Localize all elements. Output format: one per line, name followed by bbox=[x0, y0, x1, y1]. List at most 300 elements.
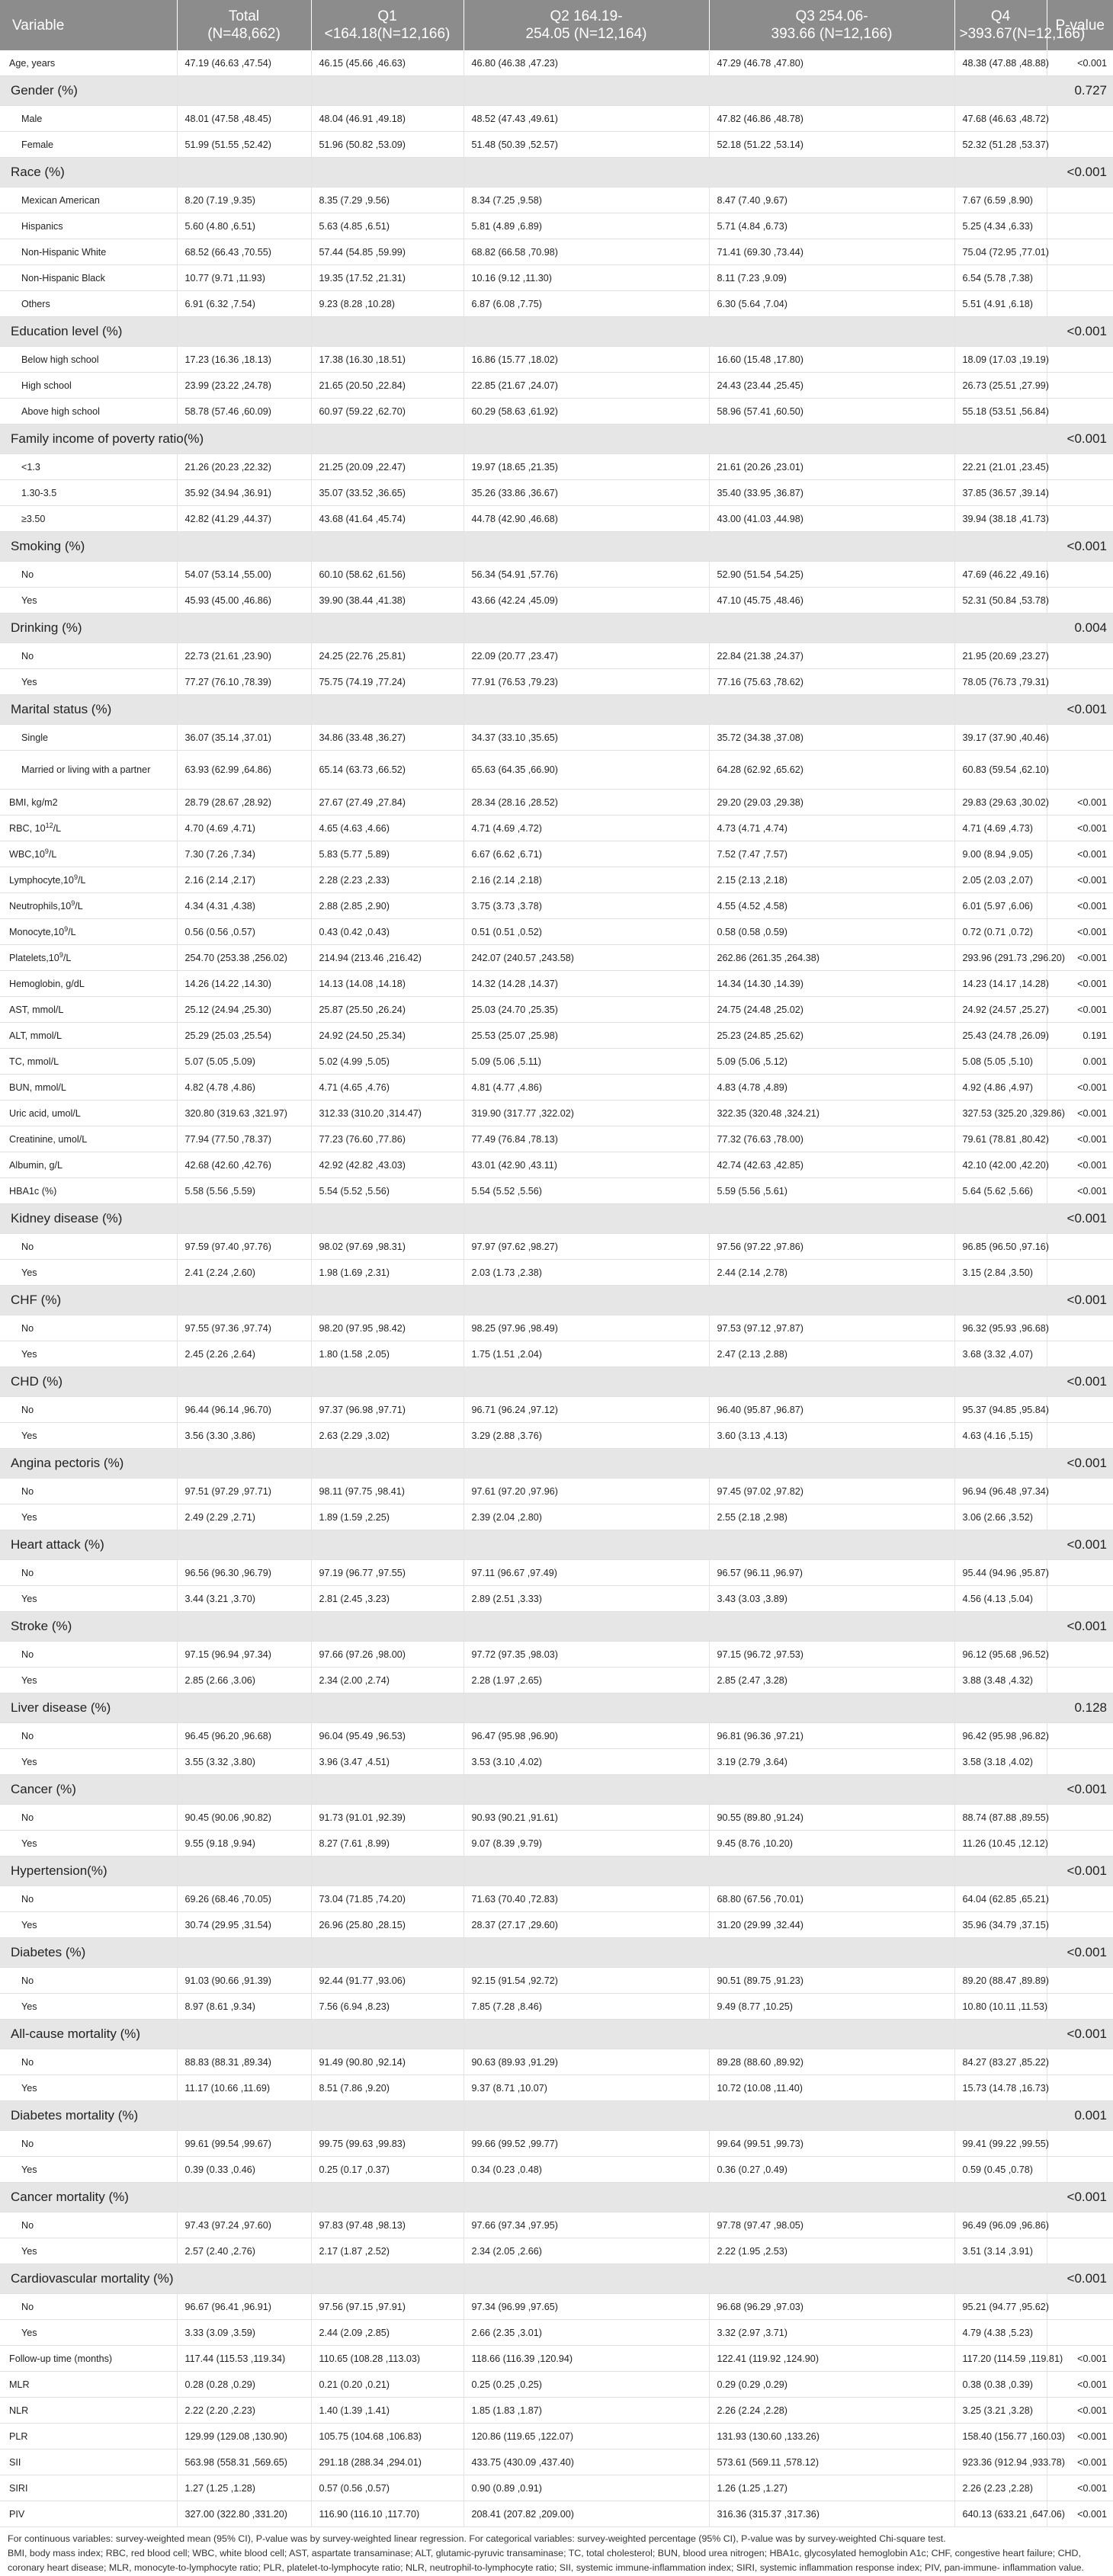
table-row bbox=[0, 1260, 1113, 1286]
cell-q1 bbox=[311, 2264, 463, 2294]
cell-q1: 97.56 (97.15 ,97.91) bbox=[311, 2294, 463, 2320]
cell-q1 bbox=[311, 2183, 463, 2212]
cell-q1: 26.96 (25.80 ,28.15) bbox=[311, 1912, 463, 1938]
header-q3: Q3 254.06- 393.66 (N=12,166) bbox=[709, 0, 954, 50]
cell-q4 bbox=[954, 1775, 1047, 1805]
cell-q4: 923.36 (912.94 ,933.78) bbox=[954, 2449, 1047, 2475]
row-label-text: All-cause mortality (%) bbox=[11, 2027, 141, 2041]
cell-q2: 96.71 (96.24 ,97.12) bbox=[463, 1397, 709, 1423]
row-label-text: Smoking (%) bbox=[11, 539, 85, 553]
cell-pvalue bbox=[1047, 373, 1113, 399]
cell-q2 bbox=[463, 2183, 709, 2212]
row-label bbox=[0, 2398, 177, 2424]
cell-q1: 2.81 (2.45 ,3.23) bbox=[311, 1586, 463, 1612]
cell-q2: 2.34 (2.05 ,2.66) bbox=[463, 2238, 709, 2264]
cell-q3: 0.36 (0.27 ,0.49) bbox=[709, 2157, 954, 2183]
cell-q4: 22.21 (21.01 ,23.45) bbox=[954, 454, 1047, 480]
cell-total: 48.01 (47.58 ,48.45) bbox=[177, 106, 311, 132]
cell-q3: 1.26 (1.25 ,1.27) bbox=[709, 2475, 954, 2501]
row-label bbox=[0, 2372, 177, 2398]
cell-q1: 46.15 (45.66 ,46.63) bbox=[311, 50, 463, 76]
cell-q2: 71.63 (70.40 ,72.83) bbox=[463, 1886, 709, 1912]
section-header-row bbox=[0, 2183, 1113, 2212]
cell-q1 bbox=[311, 1693, 463, 1723]
cell-q4: 64.04 (62.85 ,65.21) bbox=[954, 1886, 1047, 1912]
table-row bbox=[0, 997, 1113, 1023]
cell-total bbox=[177, 614, 311, 643]
cell-q1 bbox=[311, 1938, 463, 1968]
cell-pvalue bbox=[1047, 2075, 1113, 2101]
cell-q2: 433.75 (430.09 ,437.40) bbox=[463, 2449, 709, 2475]
row-label-text: HBA1c (%) bbox=[9, 1185, 57, 1197]
row-label-text: Diabetes mortality (%) bbox=[11, 2108, 139, 2123]
cell-q4 bbox=[954, 1857, 1047, 1886]
row-label bbox=[0, 158, 177, 187]
cell-total: 10.77 (9.71 ,11.93) bbox=[177, 265, 311, 291]
cell-pvalue bbox=[1047, 454, 1113, 480]
table-row bbox=[0, 562, 1113, 588]
cell-q4: 4.92 (4.86 ,4.97) bbox=[954, 1075, 1047, 1101]
table-row bbox=[0, 1023, 1113, 1049]
cell-pvalue bbox=[1047, 1968, 1113, 1994]
cell-q3 bbox=[709, 614, 954, 643]
row-label-text: Heart attack (%) bbox=[11, 1537, 104, 1552]
cell-q2: 22.85 (21.67 ,24.07) bbox=[463, 373, 709, 399]
cell-pvalue bbox=[1047, 1831, 1113, 1857]
row-label bbox=[0, 2320, 177, 2346]
cell-q3: 2.15 (2.13 ,2.18) bbox=[709, 867, 954, 893]
cell-pvalue: <0.001 bbox=[1047, 1075, 1113, 1101]
unit-suffix: /L bbox=[48, 849, 57, 860]
cell-q1: 1.98 (1.69 ,2.31) bbox=[311, 1260, 463, 1286]
row-label bbox=[0, 695, 177, 725]
cell-total: 45.93 (45.00 ,46.86) bbox=[177, 588, 311, 614]
table-row bbox=[0, 1479, 1113, 1504]
row-label-text: Male bbox=[21, 113, 43, 124]
cell-pvalue: <0.001 bbox=[1047, 2372, 1113, 2398]
table-row bbox=[0, 213, 1113, 239]
cell-q3: 5.59 (5.56 ,5.61) bbox=[709, 1178, 954, 1204]
table-row bbox=[0, 1178, 1113, 1204]
cell-q4: 5.08 (5.05 ,5.10) bbox=[954, 1049, 1047, 1075]
cell-q2: 90.93 (90.21 ,91.61) bbox=[463, 1805, 709, 1831]
cell-q4: 95.37 (94.85 ,95.84) bbox=[954, 1397, 1047, 1423]
cell-q1: 17.38 (16.30 ,18.51) bbox=[311, 347, 463, 373]
cell-q2: 2.39 (2.04 ,2.80) bbox=[463, 1504, 709, 1530]
cell-q3 bbox=[709, 1530, 954, 1560]
cell-q4: 42.10 (42.00 ,42.20) bbox=[954, 1152, 1047, 1178]
cell-q2 bbox=[463, 2264, 709, 2294]
cell-q1: 96.04 (95.49 ,96.53) bbox=[311, 1723, 463, 1749]
row-label-text: No bbox=[21, 1812, 34, 1823]
table-row bbox=[0, 1886, 1113, 1912]
table-row bbox=[0, 2372, 1113, 2398]
unit-exponent: 12 bbox=[45, 822, 53, 830]
section-header-row bbox=[0, 2101, 1113, 2131]
cell-pvalue: <0.001 bbox=[1047, 695, 1113, 725]
cell-total: 96.45 (96.20 ,96.68) bbox=[177, 1723, 311, 1749]
row-label bbox=[0, 2049, 177, 2075]
cell-pvalue: <0.001 bbox=[1047, 1775, 1113, 1805]
cell-pvalue: <0.001 bbox=[1047, 2501, 1113, 2527]
cell-pvalue: 0.727 bbox=[1047, 76, 1113, 106]
cell-q3: 322.35 (320.48 ,324.21) bbox=[709, 1101, 954, 1126]
cell-q4: 48.38 (47.88 ,48.88) bbox=[954, 50, 1047, 76]
cell-q2: 2.66 (2.35 ,3.01) bbox=[463, 2320, 709, 2346]
cell-total: 97.43 (97.24 ,97.60) bbox=[177, 2212, 311, 2238]
cell-q3: 47.82 (46.86 ,48.78) bbox=[709, 106, 954, 132]
cell-pvalue: <0.001 bbox=[1047, 919, 1113, 945]
cell-pvalue bbox=[1047, 1560, 1113, 1586]
table-row bbox=[0, 2424, 1113, 2449]
cell-q3 bbox=[709, 2101, 954, 2131]
cell-q1 bbox=[311, 1449, 463, 1479]
table-row bbox=[0, 919, 1113, 945]
cell-q4: 5.51 (4.91 ,6.18) bbox=[954, 291, 1047, 317]
cell-q3: 42.74 (42.63 ,42.85) bbox=[709, 1152, 954, 1178]
cell-pvalue: 0.004 bbox=[1047, 614, 1113, 643]
table-row bbox=[0, 2075, 1113, 2101]
header-q2: Q2 164.19- 254.05 (N=12,164) bbox=[463, 0, 709, 50]
cell-q3: 2.55 (2.18 ,2.98) bbox=[709, 1504, 954, 1530]
row-label-text: BMI, kg/m2 bbox=[9, 796, 58, 808]
cell-q4: 95.21 (94.77 ,95.62) bbox=[954, 2294, 1047, 2320]
cell-q1: 9.23 (8.28 ,10.28) bbox=[311, 291, 463, 317]
cell-q1: 48.04 (46.91 ,49.18) bbox=[311, 106, 463, 132]
row-label-text: Female bbox=[21, 139, 53, 150]
table-row bbox=[0, 187, 1113, 213]
row-label bbox=[0, 1315, 177, 1341]
cell-pvalue bbox=[1047, 291, 1113, 317]
cell-q1: 65.14 (63.73 ,66.52) bbox=[311, 751, 463, 790]
header-variable: Variable bbox=[0, 0, 177, 50]
cell-pvalue bbox=[1047, 1234, 1113, 1260]
row-label-text: Yes bbox=[21, 1837, 37, 1849]
cell-pvalue bbox=[1047, 2157, 1113, 2183]
cell-pvalue: 0.191 bbox=[1047, 1023, 1113, 1049]
row-label bbox=[0, 867, 177, 893]
cell-q1: 97.66 (97.26 ,98.00) bbox=[311, 1642, 463, 1668]
cell-q3 bbox=[709, 76, 954, 106]
cell-q2: 6.87 (6.08 ,7.75) bbox=[463, 291, 709, 317]
cell-q3 bbox=[709, 2020, 954, 2049]
cell-total: 17.23 (16.36 ,18.13) bbox=[177, 347, 311, 373]
table-row bbox=[0, 751, 1113, 790]
cell-q4: 3.51 (3.14 ,3.91) bbox=[954, 2238, 1047, 2264]
table-row bbox=[0, 347, 1113, 373]
table-row bbox=[0, 506, 1113, 532]
row-label-text: Drinking (%) bbox=[11, 620, 82, 635]
cell-total: 5.07 (5.05 ,5.09) bbox=[177, 1049, 311, 1075]
row-label bbox=[0, 132, 177, 158]
cell-q4: 25.43 (24.78 ,26.09) bbox=[954, 1023, 1047, 1049]
table-row bbox=[0, 1504, 1113, 1530]
cell-total: 3.55 (3.32 ,3.80) bbox=[177, 1749, 311, 1775]
cell-total: 2.22 (2.20 ,2.23) bbox=[177, 2398, 311, 2424]
row-label bbox=[0, 1397, 177, 1423]
cell-total bbox=[177, 76, 311, 106]
row-label-text: Neutrophils,10 bbox=[9, 901, 72, 912]
cell-pvalue: <0.001 bbox=[1047, 841, 1113, 867]
cell-pvalue: <0.001 bbox=[1047, 1204, 1113, 1234]
cell-q3: 35.72 (34.38 ,37.08) bbox=[709, 725, 954, 751]
cell-total: 3.44 (3.21 ,3.70) bbox=[177, 1586, 311, 1612]
cell-q4: 24.92 (24.57 ,25.27) bbox=[954, 997, 1047, 1023]
cell-pvalue bbox=[1047, 2131, 1113, 2157]
cell-total: 327.00 (322.80 ,331.20) bbox=[177, 2501, 311, 2527]
table-row bbox=[0, 2238, 1113, 2264]
cell-q1: 25.87 (25.50 ,26.24) bbox=[311, 997, 463, 1023]
cell-q2: 19.97 (18.65 ,21.35) bbox=[463, 454, 709, 480]
cell-q2: 51.48 (50.39 ,52.57) bbox=[463, 132, 709, 158]
cell-q3: 90.51 (89.75 ,91.23) bbox=[709, 1968, 954, 1994]
cell-pvalue bbox=[1047, 1315, 1113, 1341]
cell-q2: 3.29 (2.88 ,3.76) bbox=[463, 1423, 709, 1449]
cell-q1: 0.57 (0.56 ,0.57) bbox=[311, 2475, 463, 2501]
row-label bbox=[0, 1723, 177, 1749]
cell-q2: 28.34 (28.16 ,28.52) bbox=[463, 790, 709, 815]
cell-q1: 2.28 (2.23 ,2.33) bbox=[311, 867, 463, 893]
cell-pvalue: <0.001 bbox=[1047, 1530, 1113, 1560]
cell-q3: 97.53 (97.12 ,97.87) bbox=[709, 1315, 954, 1341]
cell-q2 bbox=[463, 158, 709, 187]
row-label-text: Yes bbox=[21, 2001, 37, 2012]
row-label bbox=[0, 1449, 177, 1479]
cell-total bbox=[177, 2264, 311, 2294]
row-label bbox=[0, 1023, 177, 1049]
cell-q1: 91.73 (91.01 ,92.39) bbox=[311, 1805, 463, 1831]
cell-pvalue: <0.001 bbox=[1047, 1101, 1113, 1126]
row-label bbox=[0, 347, 177, 373]
cell-q4: 7.67 (6.59 ,8.90) bbox=[954, 187, 1047, 213]
cell-total bbox=[177, 1775, 311, 1805]
row-label bbox=[0, 1178, 177, 1204]
cell-total: 77.94 (77.50 ,78.37) bbox=[177, 1126, 311, 1152]
section-header-row bbox=[0, 1530, 1113, 1560]
cell-pvalue bbox=[1047, 2212, 1113, 2238]
section-header-row bbox=[0, 1775, 1113, 1805]
cell-q1: 35.07 (33.52 ,36.65) bbox=[311, 480, 463, 506]
cell-total: 3.33 (3.09 ,3.59) bbox=[177, 2320, 311, 2346]
cell-q1: 14.13 (14.08 ,14.18) bbox=[311, 971, 463, 997]
cell-total: 25.29 (25.03 ,25.54) bbox=[177, 1023, 311, 1049]
cell-q4: 37.85 (36.57 ,39.14) bbox=[954, 480, 1047, 506]
cell-q1: 0.25 (0.17 ,0.37) bbox=[311, 2157, 463, 2183]
cell-pvalue bbox=[1047, 1749, 1113, 1775]
cell-total: 1.27 (1.25 ,1.28) bbox=[177, 2475, 311, 2501]
cell-q3 bbox=[709, 2264, 954, 2294]
cell-pvalue bbox=[1047, 1886, 1113, 1912]
cell-total: 8.97 (8.61 ,9.34) bbox=[177, 1994, 311, 2020]
cell-q1: 73.04 (71.85 ,74.20) bbox=[311, 1886, 463, 1912]
cell-q3: 4.83 (4.78 ,4.89) bbox=[709, 1075, 954, 1101]
cell-pvalue: <0.001 bbox=[1047, 867, 1113, 893]
cell-q4: 39.17 (37.90 ,40.46) bbox=[954, 725, 1047, 751]
cell-q4 bbox=[954, 158, 1047, 187]
cell-total: 23.99 (23.22 ,24.78) bbox=[177, 373, 311, 399]
cell-pvalue bbox=[1047, 1479, 1113, 1504]
cell-total: 7.30 (7.26 ,7.34) bbox=[177, 841, 311, 867]
cell-q2 bbox=[463, 1367, 709, 1397]
table-row bbox=[0, 1912, 1113, 1938]
cell-q4: 117.20 (114.59 ,119.81) bbox=[954, 2346, 1047, 2372]
cell-q2: 14.32 (14.28 ,14.37) bbox=[463, 971, 709, 997]
cell-pvalue bbox=[1047, 1668, 1113, 1693]
cell-q1 bbox=[311, 76, 463, 106]
cell-pvalue bbox=[1047, 588, 1113, 614]
row-label bbox=[0, 454, 177, 480]
section-header-row bbox=[0, 2264, 1113, 2294]
cell-q4 bbox=[954, 1612, 1047, 1642]
cell-q2: 7.85 (7.28 ,8.46) bbox=[463, 1994, 709, 2020]
cell-total: 47.19 (46.63 ,47.54) bbox=[177, 50, 311, 76]
cell-q4: 5.64 (5.62 ,5.66) bbox=[954, 1178, 1047, 1204]
cell-q3: 47.10 (45.75 ,48.46) bbox=[709, 588, 954, 614]
section-header-row bbox=[0, 1857, 1113, 1886]
cell-q2 bbox=[463, 1693, 709, 1723]
row-label bbox=[0, 532, 177, 562]
cell-q2: 120.86 (119.65 ,122.07) bbox=[463, 2424, 709, 2449]
row-label bbox=[0, 562, 177, 588]
cell-q2: 97.97 (97.62 ,98.27) bbox=[463, 1234, 709, 1260]
cell-pvalue bbox=[1047, 2238, 1113, 2264]
cell-q4: 0.38 (0.38 ,0.39) bbox=[954, 2372, 1047, 2398]
cell-q2: 9.07 (8.39 ,9.79) bbox=[463, 1831, 709, 1857]
row-label bbox=[0, 1367, 177, 1397]
cell-q4: 96.49 (96.09 ,96.86) bbox=[954, 2212, 1047, 2238]
row-label-text: Creatinine, umol/L bbox=[9, 1133, 88, 1145]
cell-total: 117.44 (115.53 ,119.34) bbox=[177, 2346, 311, 2372]
cell-q3: 3.43 (3.03 ,3.89) bbox=[709, 1586, 954, 1612]
cell-q1 bbox=[311, 425, 463, 454]
cell-q4: 327.53 (325.20 ,329.86) bbox=[954, 1101, 1047, 1126]
row-label-text: Yes bbox=[21, 2164, 37, 2175]
cell-q4: 78.05 (76.73 ,79.31) bbox=[954, 669, 1047, 695]
cell-q2: 44.78 (42.90 ,46.68) bbox=[463, 506, 709, 532]
cell-pvalue bbox=[1047, 1723, 1113, 1749]
row-label bbox=[0, 2131, 177, 2157]
cell-q4 bbox=[954, 1367, 1047, 1397]
row-label-text: Yes bbox=[21, 2245, 37, 2257]
cell-q2: 96.47 (95.98 ,96.90) bbox=[463, 1723, 709, 1749]
cell-total: 88.83 (88.31 ,89.34) bbox=[177, 2049, 311, 2075]
cell-q3: 29.20 (29.03 ,29.38) bbox=[709, 790, 954, 815]
row-label-text: Mexican American bbox=[21, 194, 100, 206]
table-row bbox=[0, 399, 1113, 425]
cell-pvalue bbox=[1047, 725, 1113, 751]
cell-q1: 105.75 (104.68 ,106.83) bbox=[311, 2424, 463, 2449]
cell-pvalue: 0.128 bbox=[1047, 1693, 1113, 1723]
cell-q4: 26.73 (25.51 ,27.99) bbox=[954, 373, 1047, 399]
unit-suffix: /L bbox=[63, 953, 72, 964]
cell-q4 bbox=[954, 1286, 1047, 1315]
cell-total bbox=[177, 1612, 311, 1642]
header-row bbox=[0, 0, 1113, 50]
cell-q4 bbox=[954, 2101, 1047, 2131]
cell-q4 bbox=[954, 1938, 1047, 1968]
row-label bbox=[0, 2449, 177, 2475]
cell-pvalue bbox=[1047, 1397, 1113, 1423]
section-header-row bbox=[0, 1938, 1113, 1968]
cell-total bbox=[177, 1449, 311, 1479]
cell-q3 bbox=[709, 1938, 954, 1968]
cell-pvalue: <0.001 bbox=[1047, 1938, 1113, 1968]
cell-q1: 19.35 (17.52 ,21.31) bbox=[311, 265, 463, 291]
cell-q2: 77.49 (76.84 ,78.13) bbox=[463, 1126, 709, 1152]
table-row bbox=[0, 945, 1113, 971]
cell-pvalue: 0.001 bbox=[1047, 2101, 1113, 2131]
cell-q1: 8.35 (7.29 ,9.56) bbox=[311, 187, 463, 213]
cell-pvalue: <0.001 bbox=[1047, 2020, 1113, 2049]
cell-q3: 0.29 (0.29 ,0.29) bbox=[709, 2372, 954, 2398]
cell-q1: 8.51 (7.86 ,9.20) bbox=[311, 2075, 463, 2101]
row-label bbox=[0, 1204, 177, 1234]
cell-total: 42.68 (42.60 ,42.76) bbox=[177, 1152, 311, 1178]
row-label-text: BUN, mmol/L bbox=[9, 1081, 66, 1093]
section-header-row bbox=[0, 76, 1113, 106]
cell-q2: 5.09 (5.06 ,5.11) bbox=[463, 1049, 709, 1075]
row-label bbox=[0, 1504, 177, 1530]
cell-q1 bbox=[311, 2101, 463, 2131]
cell-q3: 68.80 (67.56 ,70.01) bbox=[709, 1886, 954, 1912]
row-label bbox=[0, 2475, 177, 2501]
row-label-text: Angina pectoris (%) bbox=[11, 1456, 124, 1470]
cell-q1 bbox=[311, 158, 463, 187]
cell-pvalue bbox=[1047, 106, 1113, 132]
cell-q1: 98.11 (97.75 ,98.41) bbox=[311, 1479, 463, 1504]
table-row bbox=[0, 588, 1113, 614]
cell-q1: 4.71 (4.65 ,4.76) bbox=[311, 1075, 463, 1101]
table-body bbox=[0, 50, 1113, 2527]
row-label bbox=[0, 1234, 177, 1260]
table-row bbox=[0, 1423, 1113, 1449]
cell-q2: 48.52 (47.43 ,49.61) bbox=[463, 106, 709, 132]
cell-q2: 2.28 (1.97 ,2.65) bbox=[463, 1668, 709, 1693]
cell-q1: 0.43 (0.42 ,0.43) bbox=[311, 919, 463, 945]
cell-q4: 47.69 (46.22 ,49.16) bbox=[954, 562, 1047, 588]
row-label-text: Cancer (%) bbox=[11, 1782, 76, 1796]
row-label-text: No bbox=[21, 569, 34, 580]
unit-exponent: 9 bbox=[44, 847, 49, 856]
cell-q1: 1.89 (1.59 ,2.25) bbox=[311, 1504, 463, 1530]
row-label bbox=[0, 76, 177, 106]
cell-q2 bbox=[463, 695, 709, 725]
cell-q2: 34.37 (33.10 ,35.65) bbox=[463, 725, 709, 751]
cell-q2 bbox=[463, 1286, 709, 1315]
cell-q4 bbox=[954, 425, 1047, 454]
table-row bbox=[0, 2501, 1113, 2527]
row-label-text: Yes bbox=[21, 2327, 37, 2338]
cell-q3: 131.93 (130.60 ,133.26) bbox=[709, 2424, 954, 2449]
cell-pvalue bbox=[1047, 213, 1113, 239]
cell-q2: 92.15 (91.54 ,92.72) bbox=[463, 1968, 709, 1994]
cell-pvalue: <0.001 bbox=[1047, 997, 1113, 1023]
cell-q2 bbox=[463, 1530, 709, 1560]
row-label bbox=[0, 790, 177, 815]
row-label bbox=[0, 1668, 177, 1693]
row-label-text: Hispanics bbox=[21, 220, 63, 232]
cell-total bbox=[177, 1286, 311, 1315]
row-label-text: No bbox=[21, 2219, 34, 2231]
section-header-row bbox=[0, 158, 1113, 187]
table-row bbox=[0, 480, 1113, 506]
cell-q3: 97.56 (97.22 ,97.86) bbox=[709, 1234, 954, 1260]
row-label bbox=[0, 2238, 177, 2264]
cell-q2: 25.53 (25.07 ,25.98) bbox=[463, 1023, 709, 1049]
cell-total: 68.52 (66.43 ,70.55) bbox=[177, 239, 311, 265]
table-row bbox=[0, 2294, 1113, 2320]
cell-q3: 71.41 (69.30 ,73.44) bbox=[709, 239, 954, 265]
